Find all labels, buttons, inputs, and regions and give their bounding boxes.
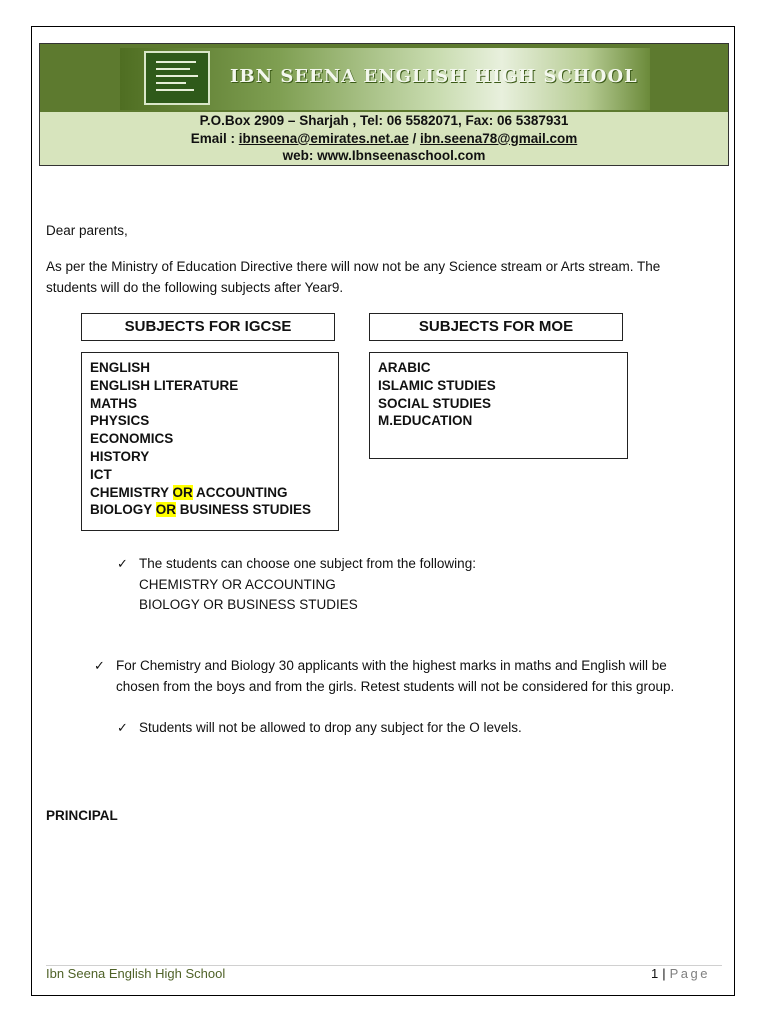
- list-item-choice: [90, 484, 338, 502]
- address-line: P.O.Box 2909 – Sharjah , Tel: 06 5582071, Fax: 06 5387931: [199, 113, 569, 128]
- or-highlight: OR: [172, 484, 193, 500]
- checkmark-icon: ✓: [117, 556, 128, 571]
- note-line: Students will not be allowed to drop any subject for the O levels.: [139, 720, 522, 735]
- list-item: PHYSICS: [90, 413, 150, 429]
- igcse-heading-box: [81, 313, 335, 341]
- page-number: 1: [651, 966, 659, 981]
- intro-line-1: As per the Ministry of Education Directive there will now not be any Science stream or Arts stream. The: [46, 259, 661, 274]
- email-separator: /: [408, 130, 421, 146]
- email-link-primary[interactable]: ibnseena@emirates.net.ae: [238, 130, 409, 146]
- intro-line-2: students will do the following subjects after Year9.: [46, 280, 344, 295]
- letterhead: [39, 43, 729, 166]
- list-item: ENGLISH: [90, 360, 151, 375]
- or-highlight: OR: [155, 502, 177, 518]
- igcse-subject-box: [81, 352, 339, 531]
- banner-gradient: [120, 48, 650, 110]
- web-line: web: www.Ibnseenaschool.com: [282, 148, 486, 163]
- note-chemistry-biology: [94, 656, 724, 700]
- footer-school-name: Ibn Seena English High School: [46, 966, 226, 981]
- note-line: CHEMISTRY OR ACCOUNTING: [139, 576, 336, 592]
- note-line: BIOLOGY OR BUSINESS STUDIES: [139, 597, 358, 612]
- choice-option-a: CHEMISTRY: [90, 484, 173, 500]
- note-no-drop: [117, 718, 717, 740]
- note-line: The students can choose one subject from the following:: [139, 556, 476, 571]
- contact-band: [40, 112, 728, 165]
- list-item: HISTORY: [90, 448, 150, 464]
- choice-option-b: BUSINESS STUDIES: [176, 502, 312, 518]
- checkmark-icon: ✓: [94, 658, 105, 673]
- greeting: Dear parents,: [46, 223, 128, 238]
- list-item: ARABIC: [378, 360, 431, 375]
- list-item: MATHS: [90, 395, 137, 411]
- list-item: SOCIAL STUDIES: [378, 395, 492, 411]
- signature-title: PRINCIPAL: [46, 808, 118, 823]
- letterhead-banner: [40, 44, 728, 112]
- email-link-secondary[interactable]: ibn.seena78@gmail.com: [420, 130, 578, 146]
- school-logo-icon: [144, 51, 210, 105]
- note-line: chosen from the boys and from the girls. Retest students will not be considered for this group.: [116, 678, 675, 694]
- email-line: [40, 130, 728, 148]
- moe-subject-list: [370, 353, 627, 430]
- school-name: IBN SEENA ENGLISH HIGH SCHOOL: [230, 66, 638, 87]
- list-item: ECONOMICS: [90, 431, 174, 447]
- intro-paragraph: [46, 256, 726, 298]
- footer-separator: |: [662, 966, 666, 981]
- moe-subject-box: [369, 352, 628, 459]
- checkmark-icon: ✓: [117, 720, 128, 735]
- note-choose-subject: [117, 554, 717, 618]
- choice-option-a: BIOLOGY: [90, 502, 156, 518]
- list-item: ICT: [90, 466, 112, 482]
- note-text: [139, 718, 522, 739]
- page-label: Page: [669, 966, 710, 981]
- list-item: ENGLISH LITERATURE: [90, 377, 239, 393]
- igcse-subject-list: [82, 353, 338, 519]
- note-text: [116, 656, 674, 697]
- note-text: [139, 554, 476, 616]
- list-item: M.EDUCATION: [378, 413, 473, 429]
- moe-heading-box: [369, 313, 623, 341]
- list-item-choice: [90, 501, 338, 519]
- footer-page-info: [651, 966, 710, 981]
- moe-heading: SUBJECTS FOR MOE: [418, 318, 574, 335]
- list-item: ISLAMIC STUDIES: [378, 377, 496, 393]
- choice-option-b: ACCOUNTING: [192, 484, 288, 500]
- note-line: For Chemistry and Biology 30 applicants with the highest marks in maths and English will be: [116, 658, 667, 673]
- igcse-heading: SUBJECTS FOR IGCSE: [124, 318, 292, 335]
- email-prefix: Email :: [190, 130, 239, 146]
